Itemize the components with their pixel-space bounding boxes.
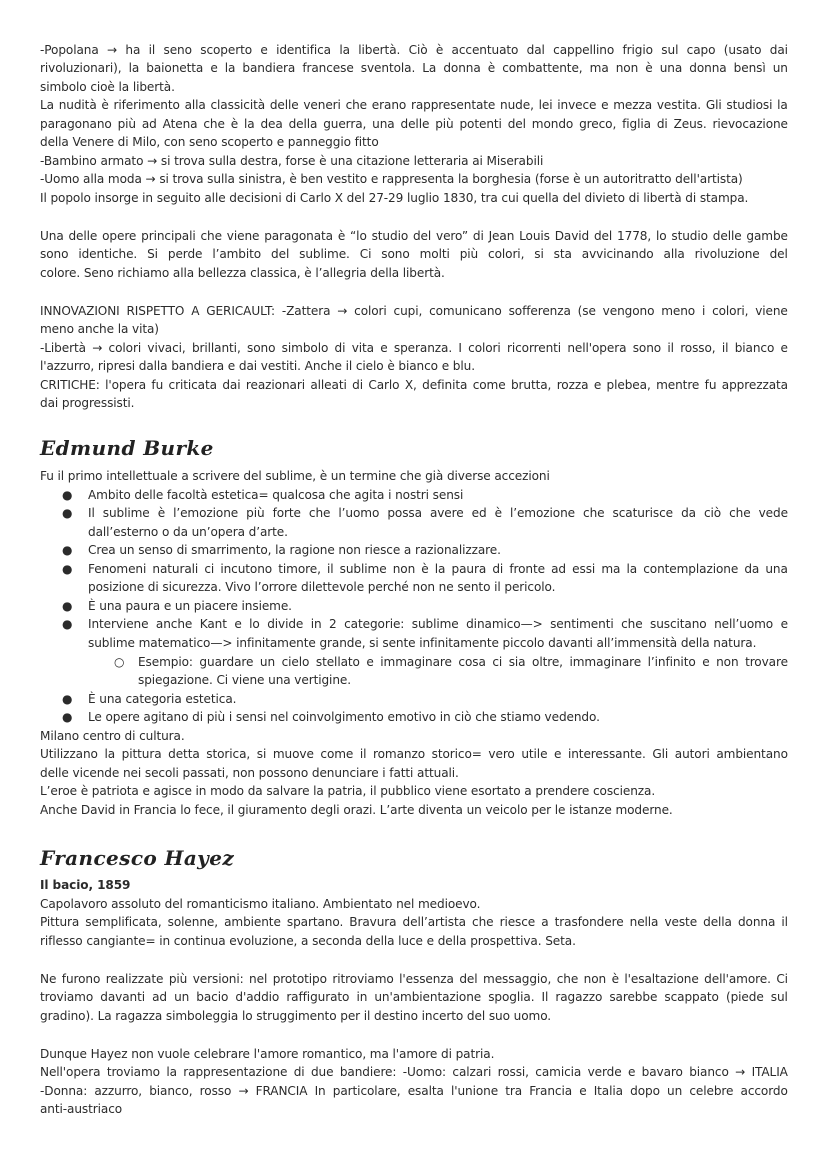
paragraph-line: -Popolana → ha il seno scoperto e identifica la libertà. Ciò è accentuato dal cappellino frigio sul capo (usato dai: [40, 43, 788, 57]
list-item-text: sublime matematico—> infinitamente grande, si sente infinitamente piccolo davanti all’immensità della natura.: [88, 636, 757, 650]
paragraph-line: Il popolo insorge in seguito alle decisioni di Carlo X del 27-29 luglio 1830, tra cui quella del divieto di libertà di stampa.: [40, 191, 749, 205]
paragraph-line: -Uomo alla moda → si trova sulla sinistra, è ben vestito e rappresenta la borghesia (forse è un autoritratto dell'artista): [40, 172, 743, 186]
bullet-icon: ●: [62, 543, 73, 557]
list-item-text: Interviene anche Kant e lo divide in 2 categorie: sublime dinamico—> sentimenti che suscitano nell’uomo e: [88, 617, 788, 631]
bullet-icon: ●: [62, 710, 73, 724]
list-item-text: Le opere agitano di più i sensi nel coinvolgimento emotivo in ciò che stiamo vedendo.: [88, 710, 600, 724]
paragraph-line: gradino). La ragazza simboleggia lo struggimento per il destino incerto del suo uomo.: [40, 1009, 552, 1023]
paragraph-line: L’eroe è patriota e agisce in modo da salvare la patria, il pubblico viene esortato a prendere coscienza.: [40, 784, 656, 798]
paragraph-line: INNOVAZIONI RISPETTO A GERICAULT: -Zattera → colori cupi, comunicano sofferenza (se vengono meno i colori, viene: [40, 304, 788, 318]
paragraph-line: sono identiche. Si perde l’ambito del sublime. Ci sono molti più colori, si sta avvicinando alla rivoluzione del: [40, 247, 788, 261]
list-item-text: Crea un senso di smarrimento, la ragione non riesce a razionalizzare.: [88, 543, 501, 557]
paragraph-line: CRITICHE: l'opera fu criticata dai reazionari alleati di Carlo X, definita come brutta, rozza e plebea, mentre fu apprezzata: [40, 378, 788, 392]
paragraph-line: delle vicende nei secoli passati, non possono denunciare i fatti attuali.: [40, 766, 459, 780]
paragraph-line: meno anche la vita): [40, 322, 159, 336]
list-item-text: Ambito delle facoltà estetica= qualcosa che agita i nostri sensi: [88, 488, 464, 502]
bullet-icon: ●: [62, 617, 73, 631]
paragraph-line: riflesso cangiante= in continua evoluzione, a seconda della luce e della prospettiva. Seta.: [40, 934, 576, 948]
paragraph-line: Utilizzano la pittura detta storica, si muove come il romanzo storico= vero utile e interessante. Gli autori ambientano: [40, 747, 788, 761]
paragraph-line: Anche David in Francia lo fece, il giuramento degli orazi. L’arte diventa un veicolo per le istanze moderne.: [40, 803, 673, 817]
bullet-icon: ●: [62, 506, 73, 520]
paragraph-line: dai progressisti.: [40, 396, 135, 410]
paragraph-line: Pittura semplificata, solenne, ambiente spartano. Bravura dell’artista che riesce a trasfondere nella veste della donna il: [40, 915, 788, 929]
list-item-text: È una paura e un piacere insieme.: [88, 599, 292, 613]
paragraph-line: Una delle opere principali che viene paragonata è “lo studio del vero” di Jean Louis David del 1778, lo studio delle gambe: [40, 229, 788, 243]
list-item-text: dall’esterno o da un’opera d’arte.: [88, 525, 288, 539]
list-item-text: Il sublime è l’emozione più forte che l’uomo possa avere ed è l’emozione che scaturisce da ciò che vede: [88, 506, 788, 520]
paragraph-line: troviamo davanti ad un bacio d'addio raffigurato in un'ambientazione spoglia. Il ragazzo sarebbe scappato (piede sul: [40, 990, 788, 1004]
section-heading-hayez: Francesco Hayez: [40, 846, 235, 870]
paragraph-line: Ne furono realizzate più versioni: nel prototipo ritroviamo l'essenza del messaggio, che non è l'esaltazione dell'amore. Ci: [40, 972, 788, 986]
list-item-text: posizione di sicurezza. Vivo l’orrore dilettevole perché non ne sento il pericolo.: [88, 580, 556, 594]
paragraph-line: Milano centro di cultura.: [40, 729, 185, 743]
sub-bullet-icon: ○: [114, 655, 125, 669]
artwork-title: Il bacio, 1859: [40, 878, 131, 892]
paragraph-line: Capolavoro assoluto del romanticismo italiano. Ambientato nel medioevo.: [40, 897, 481, 911]
paragraph-line: anti-austriaco: [40, 1102, 123, 1116]
paragraph-line: Dunque Hayez non vuole celebrare l'amore romantico, ma l'amore di patria.: [40, 1047, 495, 1061]
paragraph-line: La nudità è riferimento alla classicità delle veneri che erano rappresentate nude, lei invece e mezza vestita. Gli studiosi la: [40, 98, 788, 112]
paragraph-line: rivoluzionari), la baionetta e la bandiera francese sventola. La donna è combattente, ma non è una donna bensì un: [40, 61, 788, 75]
bullet-icon: ●: [62, 488, 73, 502]
paragraph-line: -Bambino armato → si trova sulla destra, forse è una citazione letteraria ai Miserabili: [40, 154, 544, 168]
paragraph-line: l'azzurro, ripresi dalla bandiera e dai vestiti. Anche il cielo è bianco e blu.: [40, 359, 475, 373]
paragraph-line: paragonano più ad Atena che è la dea della guerra, una delle più potenti del mondo greco, figlia di Zeus. rievocazione: [40, 117, 788, 131]
paragraph-line: simbolo cioè la libertà.: [40, 80, 175, 94]
section-heading-burke: Edmund Burke: [40, 436, 214, 460]
paragraph-line: -Donna: azzurro, bianco, rosso → FRANCIA In particolare, esalta l'unione tra Francia e Italia dopo un celebre accordo: [40, 1084, 788, 1098]
list-item-text: Fenomeni naturali ci incutono timore, il sublime non è la paura di fronte ad essi ma la contemplazione da una: [88, 562, 788, 576]
paragraph-line: della Venere di Milo, con seno scoperto e panneggio fitto: [40, 135, 379, 149]
intro-line: Fu il primo intellettuale a scrivere del sublime, è un termine che già diverse accezioni: [40, 469, 550, 483]
paragraph-line: -Libertà → colori vivaci, brillanti, sono simbolo di vita e speranza. I colori ricorrenti nell'opera sono il rosso, il bianco e: [40, 341, 788, 355]
list-item-text: spiegazione. Ci viene una vertigine.: [138, 673, 351, 687]
bullet-icon: ●: [62, 599, 73, 613]
paragraph-line: colore. Seno richiamo alla bellezza classica, è l’allegria della libertà.: [40, 266, 445, 280]
bullet-icon: ●: [62, 692, 73, 706]
paragraph-line: Nell'opera troviamo la rappresentazione di due bandiere: -Uomo: calzari rossi, camicia verde e bavaro bianco → ITALIA: [40, 1065, 788, 1079]
bullet-icon: ●: [62, 562, 73, 576]
list-item-text: È una categoria estetica.: [88, 692, 237, 706]
list-item-text: Esempio: guardare un cielo stellato e immaginare cosa ci sia oltre, immaginare l’infinito e non trovare: [138, 655, 788, 669]
